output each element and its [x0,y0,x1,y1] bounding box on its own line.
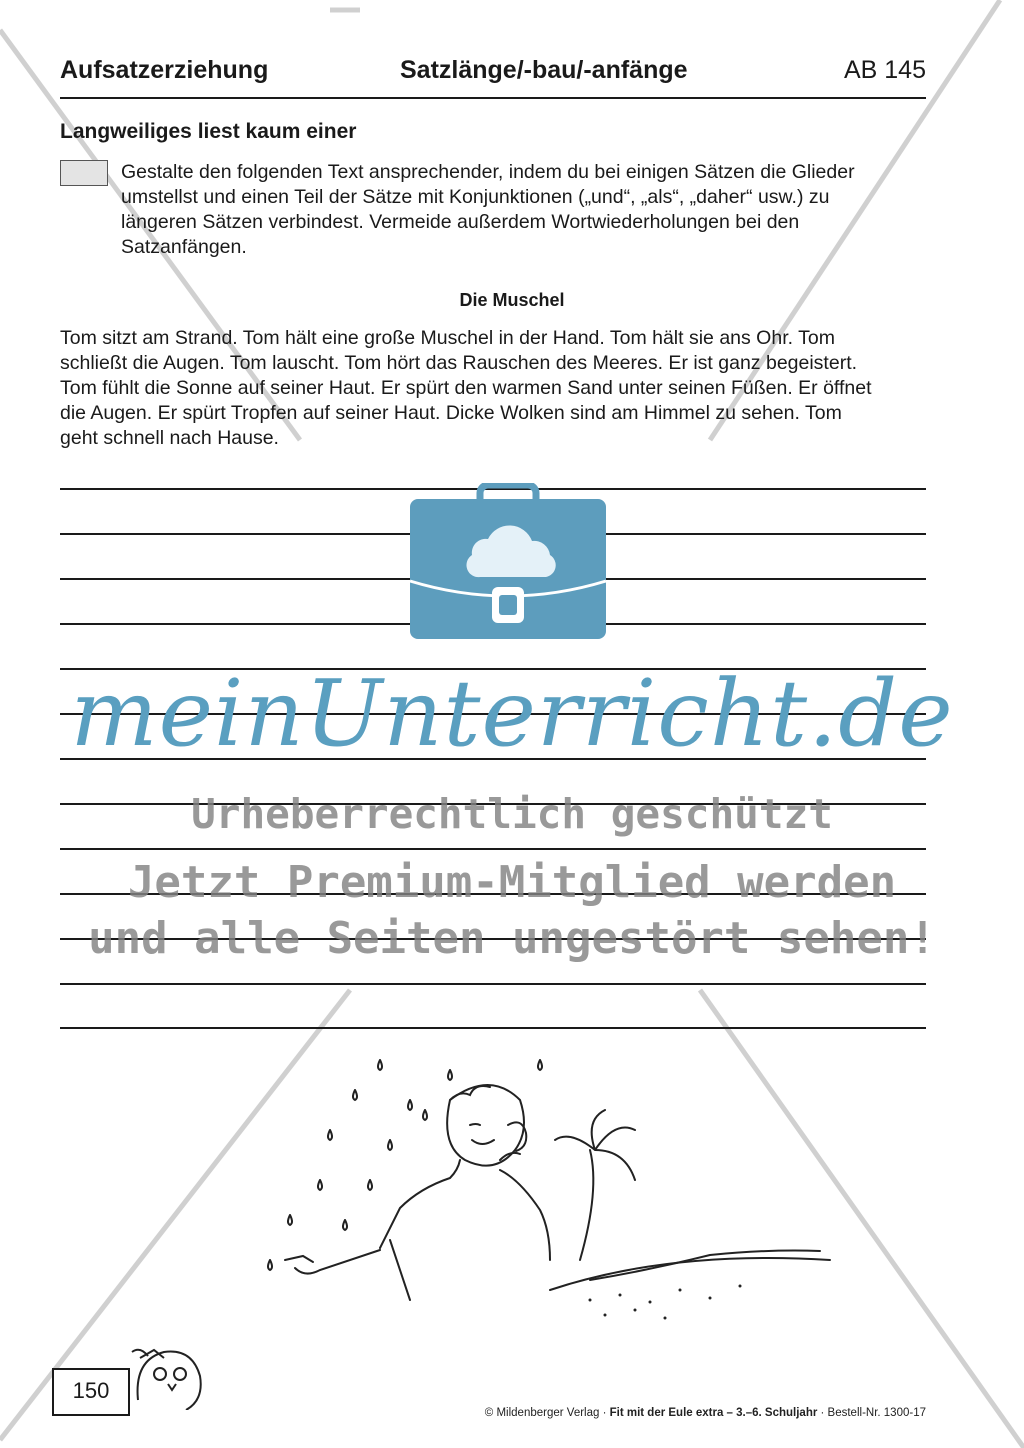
watermark-premium-line1: Jetzt Premium-Mitglied werden [127,857,897,908]
writing-line[interactable] [60,983,926,985]
task-marker-box [60,160,108,186]
header-rule [60,97,926,99]
task-line: umstellst und einen Teil der Sätze mit Konjunktionen („und“, „als“, „daher“ usw.) zu [121,186,830,208]
footer-publisher: © Mildenberger Verlag · [484,1407,610,1419]
page-number: 150 [72,1378,110,1403]
watermark-premium-line2: und alle Seiten ungestört sehen! [88,913,936,964]
header-topic: Satzlänge/-bau/-anfänge [400,56,688,84]
writing-line[interactable] [60,848,926,850]
task-line: Gestalte den folgenden Text ansprechender, indem du bei einigen Sätzen die Glieder [121,161,855,183]
task-line: längeren Sätzen verbindest. Vermeide außerdem Wortwiederholungen bei den [121,211,800,233]
watermark-logo: meinUnterricht.de [70,660,954,767]
story-title: Die Muschel [459,290,565,310]
story-line: geht schnell nach Hause. [60,427,279,449]
footer [485,1407,926,1419]
school-bag-logo-icon [408,483,608,643]
story-line: Tom sitzt am Strand. Tom hält eine große Muschel in der Hand. Tom hält sie ans Ohr. Tom [60,327,835,349]
story-text [60,326,926,451]
story-line: die Augen. Er spürt Tropfen auf seiner Haut. Dicke Wolken sind am Himmel zu sehen. Tom [60,402,842,424]
writing-line[interactable] [60,1027,926,1029]
task-line: Satzanfängen. [121,236,247,258]
story-line: schließt die Augen. Tom lauscht. Tom hört das Rauschen des Meeres. Er ist ganz begeistert. [60,352,858,374]
worksheet-subtitle: Langweiliges liest kaum einer [60,120,357,143]
footer-series: Fit mit der Eule extra – 3.–6. Schuljahr [609,1407,818,1419]
header-subject: Aufsatzerziehung [60,56,269,84]
page-number-box [52,1368,130,1416]
boy-with-shell-illustration [260,1040,840,1370]
watermark-copyright: Urheberrechtlich geschützt [191,790,833,838]
page-header [60,56,926,96]
footer-order-number: · Bestell-Nr. 1300-17 [817,1407,926,1419]
header-sheet-number: AB 145 [843,56,926,84]
task-instructions [121,160,921,260]
story-line: Tom fühlt die Sonne auf seiner Haut. Er spürt den warmen Sand unter seinen Füßen. Er öffnet [60,377,872,399]
